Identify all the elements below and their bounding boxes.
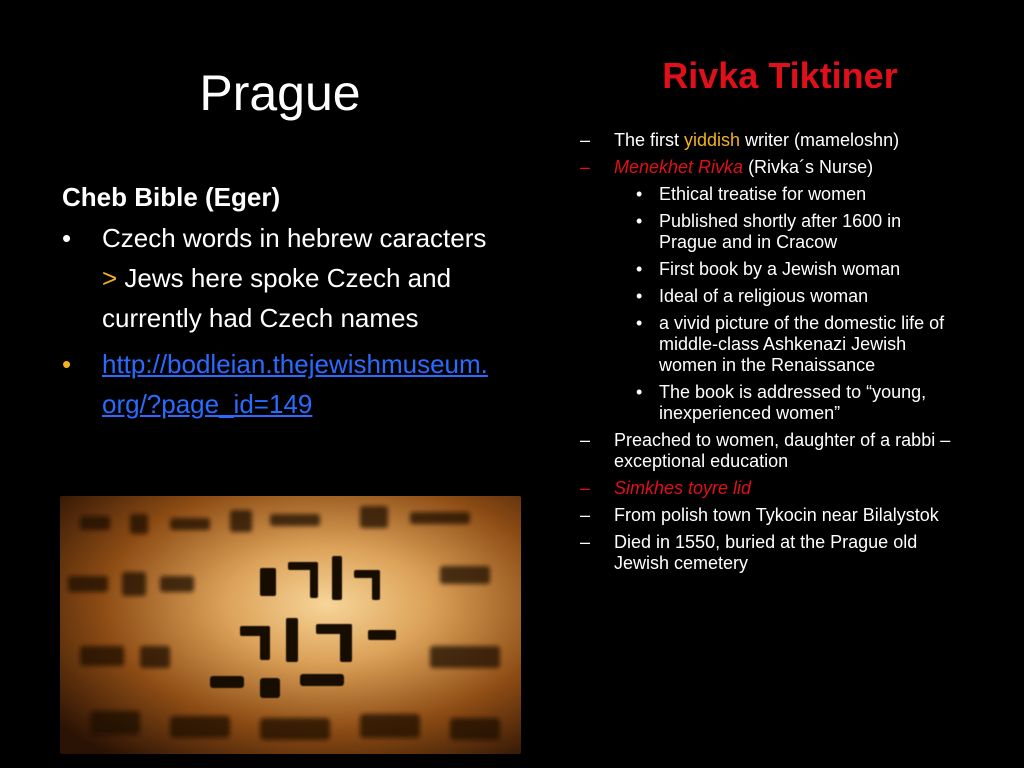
tykocin-text: From polish town Tykocin near Bilalystok xyxy=(614,505,939,525)
bullet-icon: • xyxy=(636,211,643,231)
bullet-icon: • xyxy=(636,259,643,279)
sub-item-text: a vivid picture of the domestic life of middle-class Ashkenazi Jewish women in the Renaissance xyxy=(659,313,945,375)
bullet-icon: • xyxy=(636,313,643,333)
left-bullet-list xyxy=(62,218,502,424)
sub-item-text: The book is addressed to “young, inexperienced women” xyxy=(659,382,927,423)
dash-icon: – xyxy=(580,430,591,450)
left-column xyxy=(62,180,502,430)
right-dash-list xyxy=(578,130,958,574)
dash-icon: – xyxy=(580,478,591,498)
sub-item-vivid-picture xyxy=(614,313,958,376)
died-text: Died in 1550, buried at the Prague old Jewish cemetery xyxy=(614,532,918,573)
menekhet-rivka-text: Menekhet Rivka xyxy=(614,157,744,177)
czech-words-text: Czech words in hebrew caracters xyxy=(102,223,487,253)
sub-item-addressed xyxy=(614,382,958,424)
bullet-icon: • xyxy=(636,286,643,306)
sub-item-text: Ethical treatise for women xyxy=(659,184,867,204)
dash-icon: – xyxy=(580,130,591,150)
hebrew-manuscript-image xyxy=(60,496,521,754)
slide-title-prague: Prague xyxy=(199,65,361,121)
menekhet-rivka-sublist xyxy=(614,184,958,424)
list-item-tykocin xyxy=(578,505,958,526)
yiddish-text: yiddish xyxy=(684,130,741,150)
rivkas-nurse-text: (Rivka´s Nurse) xyxy=(743,157,874,177)
simkhes-toyre-lid-text: Simkhes toyre lid xyxy=(614,478,752,498)
cheb-bible-heading: Cheb Bible (Eger) xyxy=(62,182,281,212)
list-item-preached xyxy=(578,430,958,472)
bullet-icon: • xyxy=(62,223,72,253)
sub-item-ideal-woman xyxy=(614,286,958,307)
dash-icon: – xyxy=(580,505,591,525)
sub-item-text: First book by a Jewish woman xyxy=(659,259,901,279)
bullet-icon: • xyxy=(636,382,643,402)
list-item-link xyxy=(62,344,502,424)
bullet-icon: • xyxy=(636,184,643,204)
arrow-icon: > xyxy=(102,263,118,293)
list-item-died xyxy=(578,532,958,574)
bodleian-museum-link[interactable]: http://bodleian.thejewishmuseum.org/?page_id=149 xyxy=(102,349,488,419)
first-writer-text-a: The first xyxy=(614,130,685,150)
sub-item-ethical-treatise xyxy=(614,184,958,205)
dash-icon: – xyxy=(580,532,591,552)
sub-item-text: Ideal of a religious woman xyxy=(659,286,869,306)
list-item-first-yiddish-writer xyxy=(578,130,958,151)
list-item-menekhet-rivka xyxy=(578,157,958,424)
sub-item-published xyxy=(614,211,958,253)
list-item-czech-words xyxy=(62,218,502,338)
first-writer-text-c: writer (mameloshn) xyxy=(740,130,900,150)
sub-item-first-book xyxy=(614,259,958,280)
right-column xyxy=(578,130,958,580)
jews-spoke-text: Jews here spoke Czech and currently had Czech names xyxy=(102,263,452,333)
list-item-simkhes-toyre-lid xyxy=(578,478,958,499)
sub-item-text: Published shortly after 1600 in Prague and in Cracow xyxy=(659,211,902,252)
preached-text: Preached to women, daughter of a rabbi – exceptional education xyxy=(614,430,951,471)
slide-title-rivka-tiktiner: Rivka Tiktiner xyxy=(662,55,898,96)
dash-icon: – xyxy=(580,157,591,177)
bullet-icon: • xyxy=(62,349,72,379)
